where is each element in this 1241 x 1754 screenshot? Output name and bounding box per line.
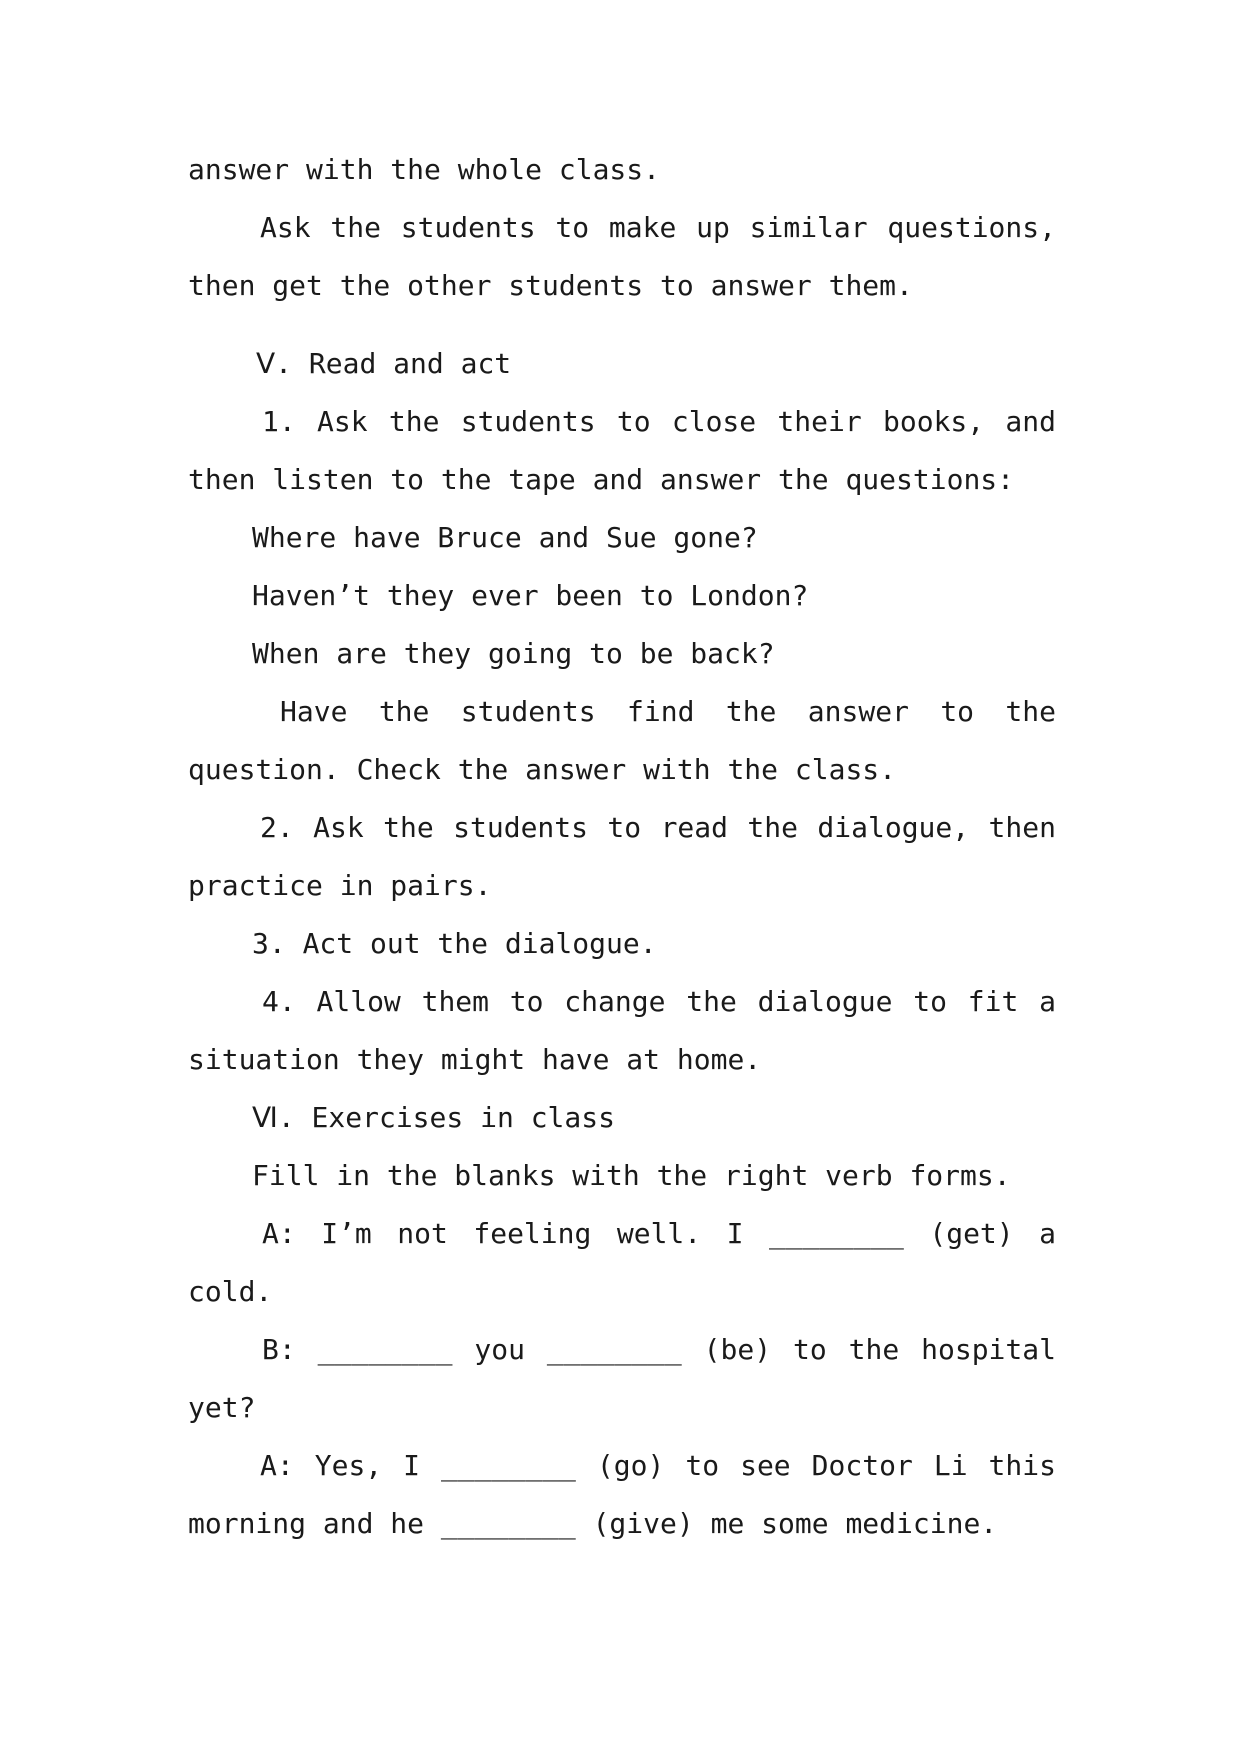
- text-line-18: Fill in the blanks with the right verb forms.: [252, 1159, 1011, 1192]
- text-line-1: answer with the whole class.: [188, 153, 661, 186]
- exercise-line-2: cold.: [188, 1275, 273, 1308]
- text-line-15: 4. Allow them to change the dialogue to fit a: [262, 985, 1056, 1018]
- exercise-line-1: A: I’m not feeling well. I ________ (get) a: [262, 1217, 1056, 1250]
- question-line-1: Where have Bruce and Sue gone?: [252, 521, 758, 554]
- text-line-3: then get the other students to answer them.: [188, 269, 913, 302]
- question-line-3: When are they going to be back?: [252, 637, 775, 670]
- exercise-line-5: A: Yes, I ________ (go) to see Doctor Li this: [260, 1449, 1056, 1482]
- text-line-11: question. Check the answer with the class.: [188, 753, 897, 786]
- text-line-10: Have the students find the answer to the: [280, 695, 1056, 728]
- text-line-6: then listen to the tape and answer the questions:: [188, 463, 1015, 496]
- text-line-16: situation they might have at home.: [188, 1043, 762, 1076]
- text-line-5: 1. Ask the students to close their books, and: [262, 405, 1056, 438]
- text-line-12: 2. Ask the students to read the dialogue, then: [260, 811, 1056, 844]
- exercise-line-4: yet?: [188, 1391, 256, 1424]
- section-heading-v: Ⅴ. Read and act: [256, 347, 512, 380]
- text-line-2: Ask the students to make up similar questions,: [260, 211, 1056, 244]
- exercise-line-3: B: ________ you ________ (be) to the hospital: [262, 1333, 1056, 1366]
- text-line-14: 3. Act out the dialogue.: [252, 927, 657, 960]
- exercise-line-6: morning and he ________ (give) me some medicine.: [188, 1507, 998, 1540]
- question-line-2: Haven’t they ever been to London?: [252, 579, 809, 612]
- text-line-13: practice in pairs.: [188, 869, 492, 902]
- section-heading-vi: Ⅵ. Exercises in class: [252, 1101, 615, 1134]
